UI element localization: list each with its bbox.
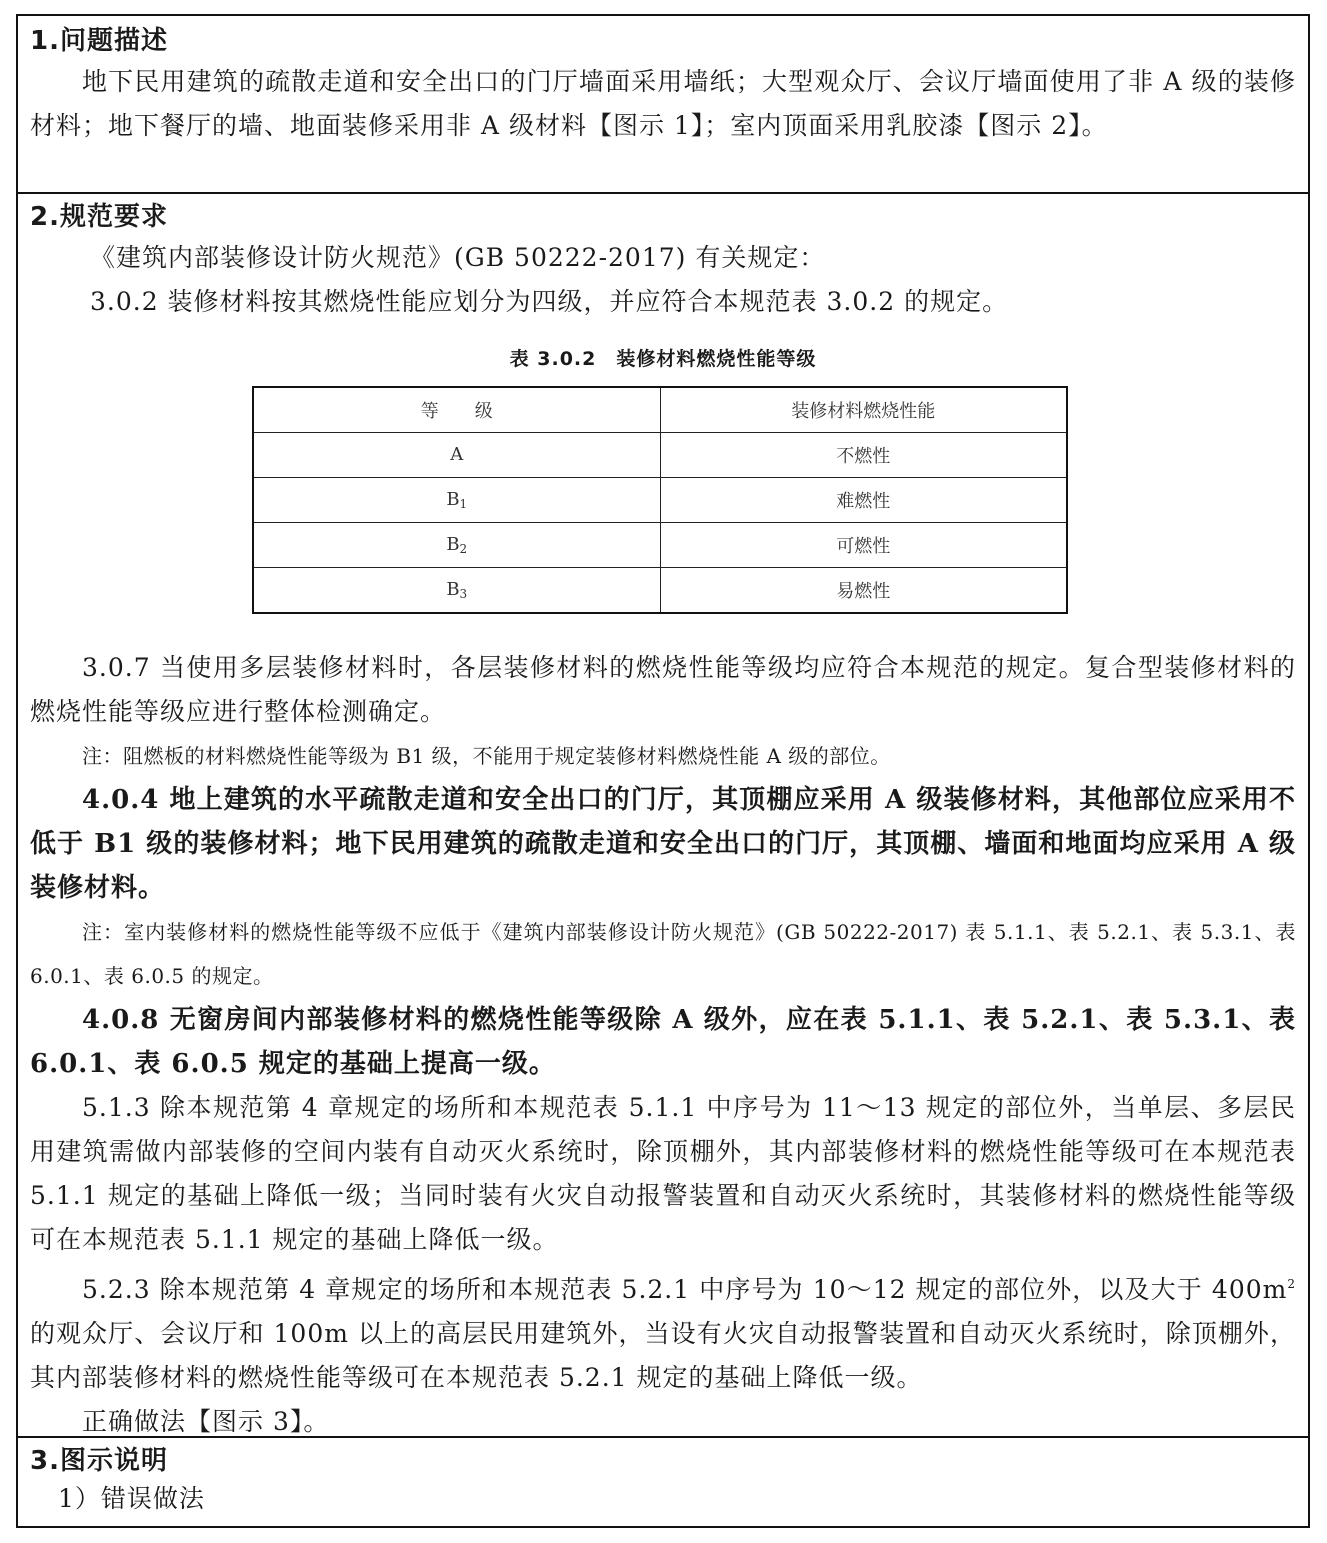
table-row (253, 568, 1067, 614)
table-header-property: 装修材料燃烧性能 (660, 387, 1067, 433)
section-illustrations (18, 1442, 1308, 1518)
grade-cell: A (253, 433, 660, 478)
section-requirements (18, 198, 1308, 1434)
section-heading-problem: 1.问题描述 (30, 26, 168, 56)
table-header-row (253, 387, 1067, 433)
section-divider (18, 192, 1308, 194)
table-row (253, 523, 1067, 568)
property-cell: 不燃性 (660, 433, 1067, 478)
section-divider (18, 1436, 1308, 1438)
grade-table (252, 386, 1068, 614)
note-fire-retardant-board: 注：阻燃板的材料燃烧性能等级为 B1 级，不能用于规定装修材料燃烧性能 A 级的部位。 (82, 744, 891, 768)
correct-practice: 正确做法【图示 3】。 (82, 1407, 330, 1436)
section-heading-requirements: 2.规范要求 (30, 202, 168, 232)
property-cell: 可燃性 (660, 523, 1067, 568)
table-row (253, 478, 1067, 523)
document-frame (16, 14, 1310, 1528)
clause-3-0-7: 3.0.7 当使用多层装修材料时，各层装修材料的燃烧性能等级均应符合本规范的规定。复合型装修材料的燃烧性能等级应进行整体检测确定。 (30, 653, 1296, 726)
clause-3-0-2: 3.0.2 装修材料按其燃烧性能应划分为四级，并应符合本规范表 3.0.2 的规定。 (90, 287, 1009, 316)
property-cell: 难燃性 (660, 478, 1067, 523)
table-caption: 表 3.0.2 装修材料燃烧性能等级 (509, 348, 817, 370)
grade-cell: $B_2$ (253, 523, 660, 568)
table-row (253, 433, 1067, 478)
requirements-body (30, 646, 1296, 1444)
property-cell: 易燃性 (660, 568, 1067, 614)
clause-4-0-8: 4.0.8 无窗房间内部装修材料的燃烧性能等级除 A 级外，应在表 5.1.1、表 5.2.1、表 5.3.1、表 6.0.1、表 6.0.5 规定的基础上提高一级。 (30, 1005, 1296, 1079)
section-problem (18, 22, 1308, 148)
grade-cell: $B_3$ (253, 568, 660, 614)
requirements-intro: 《建筑内部装修设计防火规范》(GB 50222-2017) 有关规定： (90, 243, 826, 272)
problem-description: 地下民用建筑的疏散走道和安全出口的门厅墙面采用墙纸；大型观众厅、会议厅墙面使用了非 A 级的装修材料；地下餐厅的墙、地面装修采用非 A 级材料【图示 1】；室内顶面采用乳胶漆【图示 2】。 (30, 67, 1296, 140)
grade-cell: $B_1$ (253, 478, 660, 523)
clause-5-2-3: 5.2.3 除本规范第 4 章规定的场所和本规范表 5.2.1 中序号为 10～12 规定的部位外，以及大于 $400m^2$的观众厅、会议厅和 100m 以上的高层民用建筑外，当设有火灾自动报警装置和自动灭火系统时，除顶棚外，其内部装修材料的燃烧性能等级可在本规范表 5.2.1 规定的基础上降低一级。 (30, 1275, 1296, 1392)
note-indoor-materials: 注：室内装修材料的燃烧性能等级不应低于《建筑内部装修设计防火规范》(GB 50222-2017) 表 5.1.1、表 5.2.1、表 5.3.1、表 6.0.1、表 6.0.5 的规定。 (30, 920, 1296, 988)
section-heading-illustrations: 3.图示说明 (30, 1446, 168, 1476)
clause-5-1-3: 5.1.3 除本规范第 4 章规定的场所和本规范表 5.1.1 中序号为 11～13 规定的部位外，当单层、多层民用建筑需做内部装修的空间内装有自动灭火系统时，除顶棚外，其内部装修材料的燃烧性能等级可在本规范表 5.1.1 规定的基础上降低一级；当同时装有火灾自动报警装置和自动灭火系统时，其装修材料的燃烧性能等级可在本规范表 5.1.1 规定的基础上降低一级。 (30, 1093, 1296, 1254)
illustration-item-wrong: 1）错误做法 (58, 1484, 205, 1513)
clause-4-0-4: 4.0.4 地上建筑的水平疏散走道和安全出口的门厅，其顶棚应采用 A 级装修材料，其他部位应采用不低于 B1 级的装修材料；地下民用建筑的疏散走道和安全出口的门厅，其顶棚、墙面和地面均应采用 A 级装修材料。 (30, 785, 1296, 903)
table-header-grade: 等 级 (253, 387, 660, 433)
